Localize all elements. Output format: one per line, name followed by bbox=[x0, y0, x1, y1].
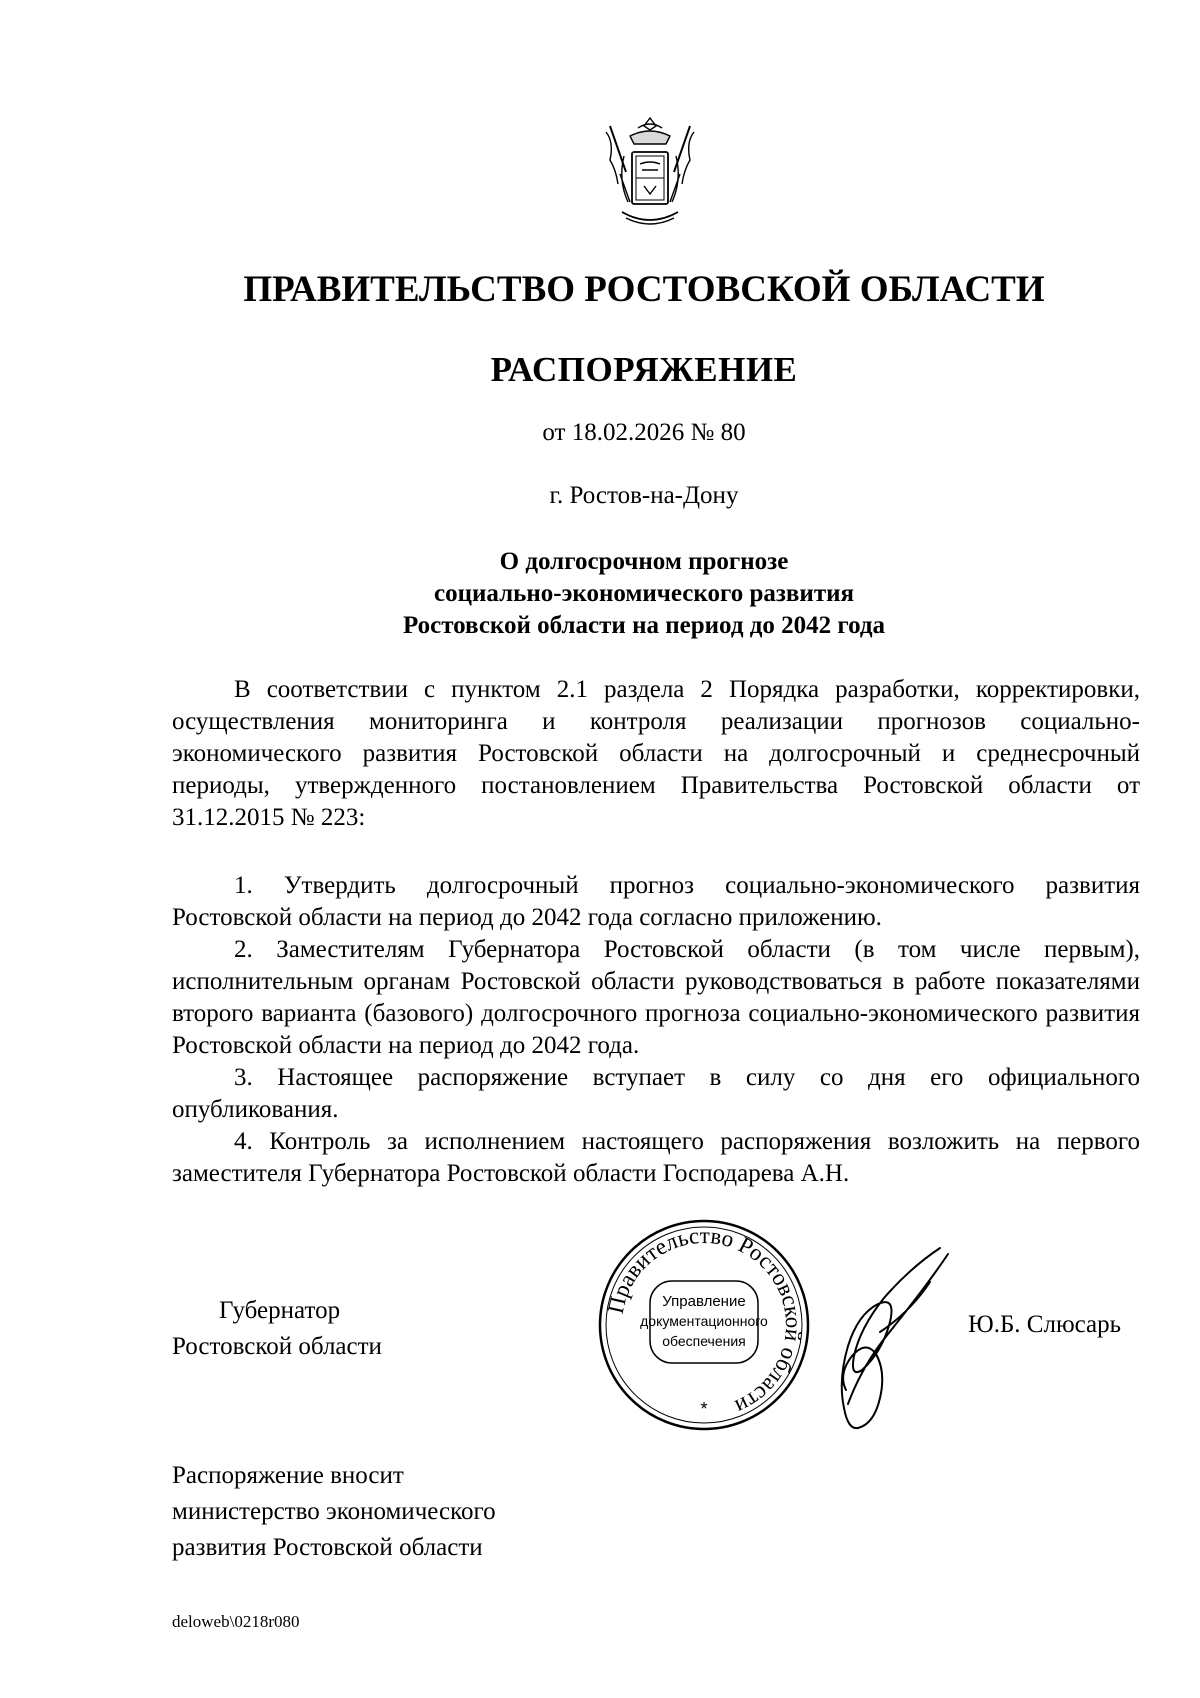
resolution-item: 2. Заместителям Губернатора Ростовской области (в том числе первым), исполнительным органам Ростовской области руководствоваться в работе показателями второго варианта (базового) долгосрочного прогноза социально-экономического развития Ростовской области на период до 2042 года. bbox=[172, 936, 1140, 1059]
contributor-line: Распоряжение вносит bbox=[172, 1462, 404, 1489]
subject-line: социально-экономического развития bbox=[433, 580, 855, 607]
signer-title bbox=[172, 1293, 382, 1365]
preamble-section bbox=[172, 674, 1140, 834]
stamp-outer-text: Правительство Ростовской области bbox=[602, 1222, 807, 1420]
document-date-number: от 18.02.2026 № 80 bbox=[542, 419, 746, 446]
contributor-line: министерство экономического bbox=[172, 1498, 496, 1525]
resolution-item: 4. Контроль за исполнением настоящего распоряжения возложить на первого заместителя Губернатора Ростовской области Господарева А.Н. bbox=[172, 1128, 1140, 1187]
stamp-inner-line: документационного bbox=[640, 1313, 768, 1329]
coat-of-arms-emblem bbox=[600, 112, 700, 230]
resolution-items bbox=[172, 870, 1140, 1190]
document-city: г. Ростов-на-Дону bbox=[549, 482, 739, 509]
stamp-inner-line: обеспечения bbox=[662, 1333, 746, 1349]
official-stamp bbox=[594, 1215, 814, 1435]
document-file-id: deloweb\0218r080 bbox=[172, 1612, 300, 1631]
stamp-inner-line: Управление bbox=[662, 1293, 746, 1310]
document-subject bbox=[172, 546, 1116, 642]
contributor-line: развития Ростовской области bbox=[172, 1534, 483, 1561]
contributor-note bbox=[172, 1458, 496, 1566]
resolution-item: 1. Утвердить долгосрочный прогноз социально-экономического развития Ростовской области на период до 2042 года согласно приложению. bbox=[172, 872, 1140, 931]
preamble-paragraph: В соответствии с пунктом 2.1 раздела 2 Порядка разработки, корректировки, осуществления мониторинга и контроля реализации прогнозов социально-экономического развития Ростовской области на долгосрочный и среднесрочный периоды, утвержденного постановлением Правительства Ростовской области от 31.12.2015 № 223: bbox=[172, 676, 1140, 831]
document-type-title: РАСПОРЯЖЕНИЕ bbox=[490, 350, 798, 389]
organization-name: ПРАВИТЕЛЬСТВО РОСТОВСКОЙ ОБЛАСТИ bbox=[243, 269, 1045, 310]
signer-title-line: Губернатор bbox=[219, 1297, 341, 1324]
signer-name: Ю.Б. Слюсарь bbox=[968, 1311, 1122, 1338]
subject-line: О долгосрочном прогнозе bbox=[499, 548, 789, 575]
signer-title-line: Ростовской области bbox=[172, 1333, 382, 1360]
subject-line: Ростовской области на период до 2042 года bbox=[402, 612, 886, 639]
stamp-star: * bbox=[700, 1399, 708, 1419]
resolution-item: 3. Настоящее распоряжение вступает в силу со дня его официального опубликования. bbox=[172, 1064, 1140, 1123]
handwritten-signature bbox=[820, 1240, 970, 1450]
